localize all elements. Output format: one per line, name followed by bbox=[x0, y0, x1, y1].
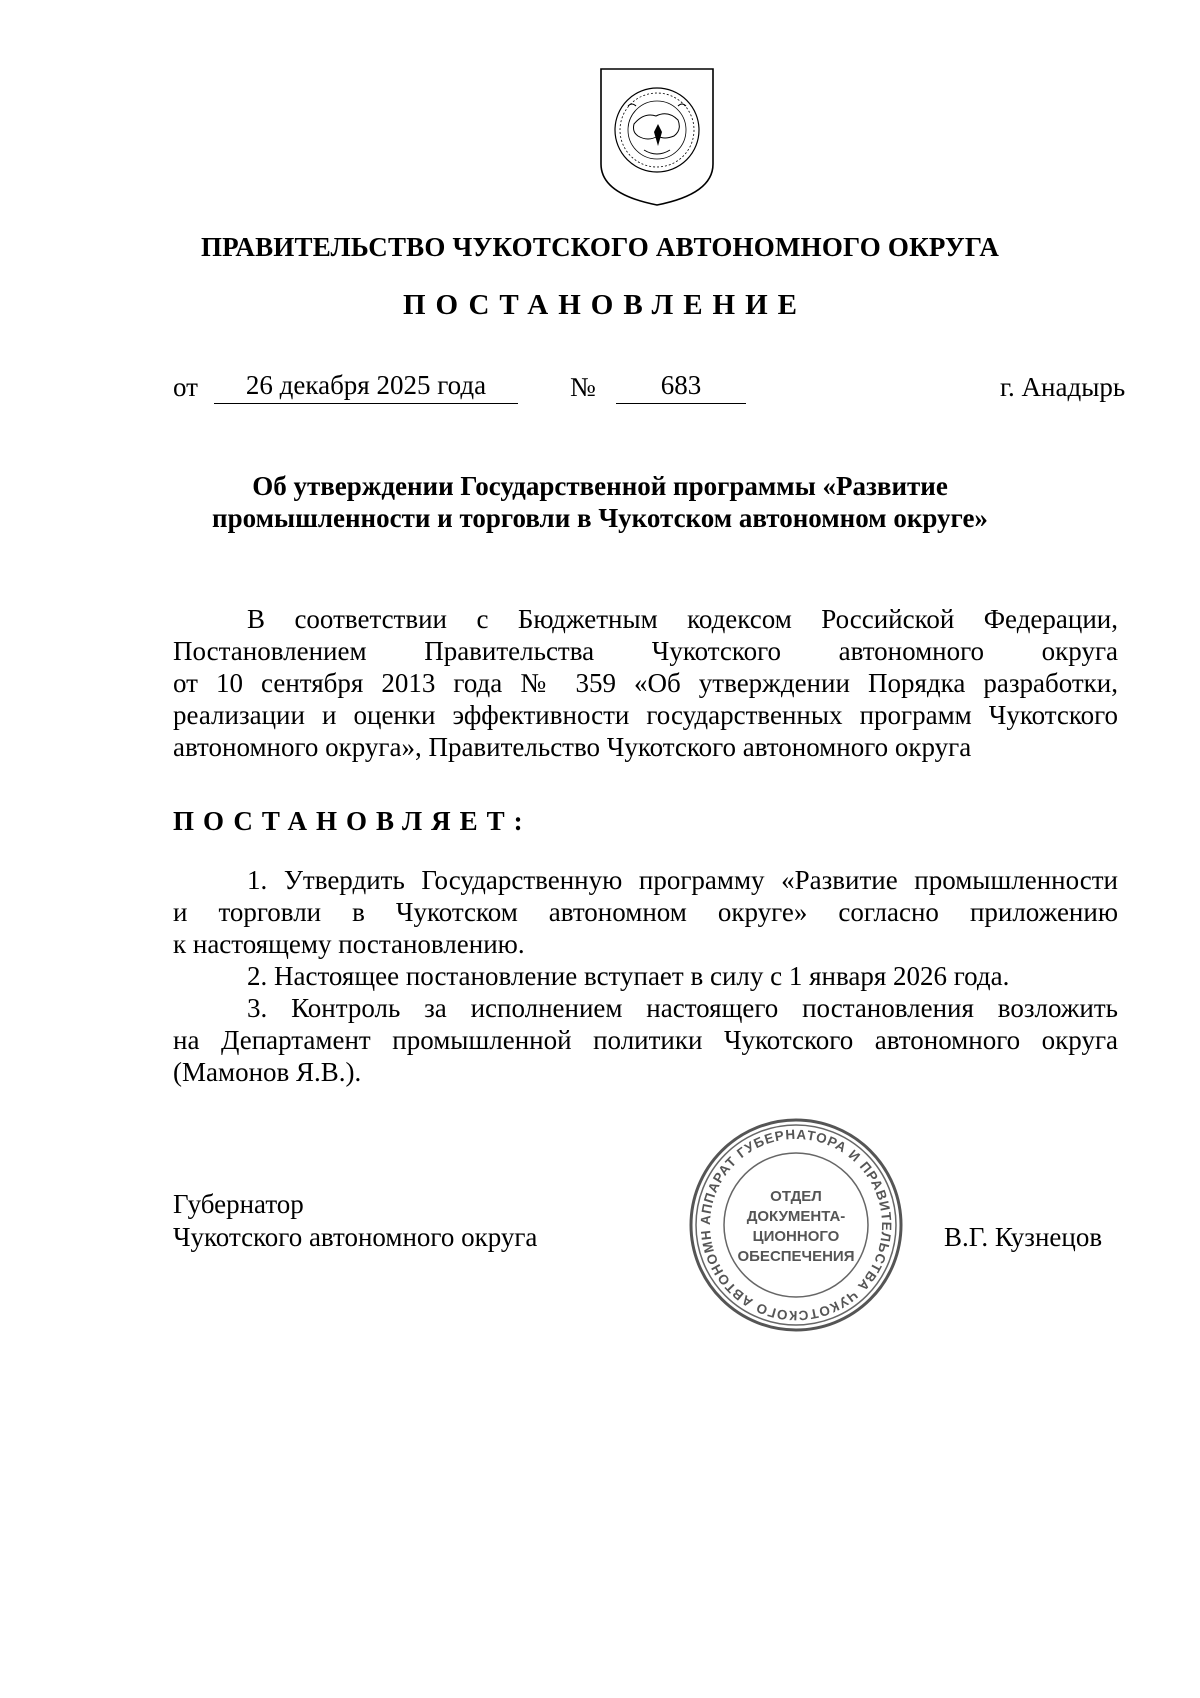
number-label: № bbox=[570, 372, 596, 402]
document-subject bbox=[150, 470, 1050, 534]
subject-line: промышленности и торговли в Чукотском автономном округе» bbox=[212, 503, 988, 533]
stamp-center-line: ОБЕСПЕЧЕНИЯ bbox=[737, 1248, 855, 1265]
signatory-position bbox=[173, 1188, 537, 1254]
preamble-line: автономного округа», Правительство Чукотского автономного округа bbox=[173, 732, 972, 762]
item-3-line: 3. Контроль за исполнением настоящего постановления возложить bbox=[247, 993, 1118, 1023]
stamp-ring-text: АППАРАТ ГУБЕРНАТОРА И ПРАВИТЕЛЬСТВА ЧУКОТСКОГО АВТОНОМН bbox=[697, 1126, 895, 1324]
preamble-line: Постановлением Правительства Чукотского автономного округа bbox=[173, 636, 1118, 666]
preamble-line: от 10 сентября 2013 года № 359 «Об утверждении Порядка разработки, bbox=[173, 668, 1118, 698]
signatory-position-line: Губернатор bbox=[173, 1189, 304, 1219]
date-prefix: от bbox=[173, 372, 198, 402]
chukotka-coat-of-arms-icon bbox=[598, 66, 716, 208]
item-1-line: к настоящему постановлению. bbox=[173, 929, 525, 959]
decree-word: ПОСТАНОВЛЯЕТ: bbox=[173, 806, 532, 836]
preamble-paragraph bbox=[173, 603, 1118, 763]
stamp-center-line: ДОКУМЕНТА- bbox=[746, 1208, 846, 1225]
stamp-seal bbox=[685, 1114, 907, 1336]
item-3-line: на Департамент промышленной политики Чукотского автономного округа bbox=[173, 1025, 1118, 1055]
document-number: 683 bbox=[616, 370, 746, 404]
preamble-line: реализации и оценки эффективности государственных программ Чукотского bbox=[173, 700, 1118, 730]
preamble-line: В соответствии с Бюджетным кодексом Российской Федерации, bbox=[247, 604, 1118, 634]
item-2-text: 2. Настоящее постановление вступает в силу с 1 января 2026 года. bbox=[247, 961, 1010, 991]
document-type-title: ПОСТАНОВЛЕНИЕ bbox=[402, 289, 807, 321]
signatory-position-line: Чукотского автономного округа bbox=[173, 1222, 538, 1252]
item-3-line: (Мамонов Я.В.). bbox=[173, 1057, 362, 1087]
stamp-center-line: ОТДЕЛ bbox=[770, 1188, 822, 1205]
signatory-name: В.Г. Кузнецов bbox=[944, 1222, 1103, 1252]
item-1-line: и торговли в Чукотском автономном округе» согласно приложению bbox=[173, 897, 1118, 927]
document-date: 26 декабря 2025 года bbox=[214, 370, 518, 404]
item-1-line: 1. Утвердить Государственную программу «Развитие промышленности bbox=[247, 865, 1118, 895]
coat-of-arms-emblem bbox=[598, 66, 716, 208]
decree-items bbox=[173, 864, 1118, 1088]
stamp-center-line: ЦИОННОГО bbox=[752, 1228, 840, 1245]
government-title: ПРАВИТЕЛЬСТВО ЧУКОТСКОГО АВТОНОМНОГО ОКРУГА bbox=[200, 232, 1000, 262]
official-stamp bbox=[685, 1114, 907, 1336]
document-place: г. Анадырь bbox=[1000, 372, 1126, 402]
subject-line: Об утверждении Государственной программы «Развитие bbox=[252, 471, 948, 501]
